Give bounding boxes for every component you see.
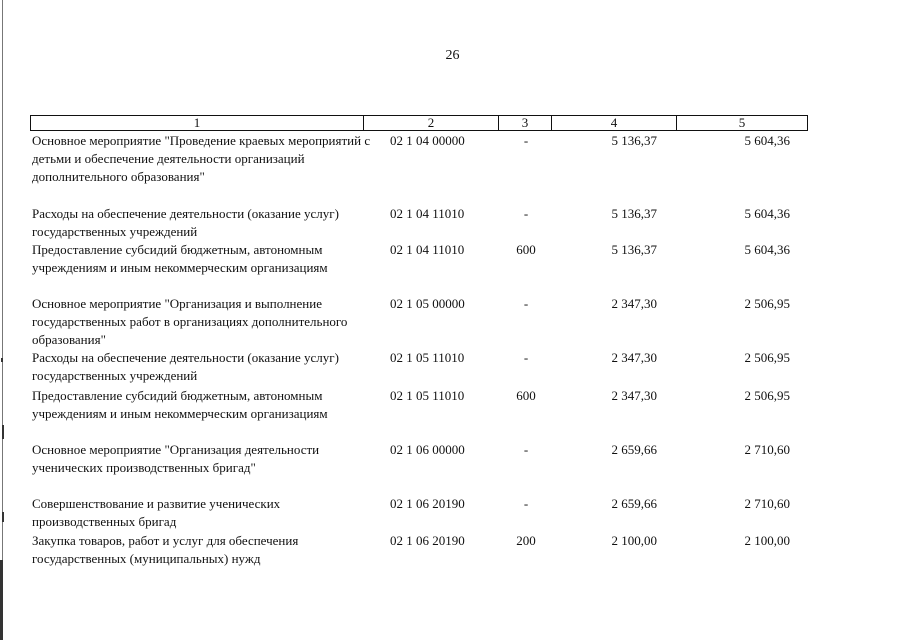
row-name: Расходы на обеспечение деятельности (оказание услуг) государственных учреждений: [32, 206, 339, 239]
row-sum-year-1: 2 347,30: [611, 350, 657, 365]
row-sum-year-2: 2 710,60: [744, 496, 790, 511]
row-code: 02 1 06 20190: [390, 496, 465, 511]
row-sum-year-2: 2 710,60: [744, 442, 790, 457]
row-expense-type: -: [523, 206, 529, 221]
row-sum-year-1: 5 136,37: [611, 242, 657, 257]
row-code: 02 1 06 00000: [390, 442, 465, 457]
row-expense-type: -: [523, 296, 529, 311]
row-sum-year-2: 2 506,95: [744, 388, 790, 403]
column-header-2: 2: [364, 116, 499, 131]
column-header-5: 5: [677, 116, 808, 131]
row-expense-type: 600: [516, 242, 536, 257]
row-code: 02 1 05 11010: [390, 350, 465, 365]
row-code: 02 1 05 00000: [390, 296, 465, 311]
page-number: 26: [445, 48, 460, 63]
row-sum-year-2: 5 604,36: [744, 242, 790, 257]
column-header-4: 4: [552, 116, 677, 131]
row-sum-year-1: 5 136,37: [611, 133, 657, 148]
row-code: 02 1 04 00000: [390, 133, 465, 148]
row-code: 02 1 04 11010: [390, 206, 465, 221]
row-expense-type: -: [523, 442, 529, 457]
scan-mark: [1, 358, 3, 362]
row-sum-year-1: 2 347,30: [611, 388, 657, 403]
scan-mark: [2, 512, 4, 522]
row-name: Предоставление субсидий бюджетным, автономным учреждениям и иным некоммерческим организациям: [32, 388, 328, 421]
row-sum-year-2: 2 506,95: [744, 296, 790, 311]
table-header: [30, 115, 808, 131]
row-name: Закупка товаров, работ и услуг для обеспечения государственных (муниципальных) нужд: [32, 533, 299, 566]
column-header-1: 1: [31, 116, 364, 131]
row-name: Основное мероприятие "Проведение краевых мероприятий с детьми и обеспечение деятельности организаций дополнительного образования": [32, 133, 371, 184]
row-name: Расходы на обеспечение деятельности (оказание услуг) государственных учреждений: [32, 350, 339, 383]
row-name: Основное мероприятие "Организация и выполнение государственных работ в организациях дополнительного образования": [32, 296, 348, 347]
row-expense-type: -: [523, 496, 529, 511]
row-sum-year-2: 2 506,95: [744, 350, 790, 365]
row-code: 02 1 06 20190: [390, 533, 465, 548]
scan-edge-line: [2, 0, 3, 640]
scan-mark: [0, 560, 3, 640]
row-name: Основное мероприятие "Организация деятельности ученических производственных бригад": [32, 442, 320, 475]
row-sum-year-1: 2 347,30: [611, 296, 657, 311]
row-expense-type: 200: [516, 533, 536, 548]
row-sum-year-1: 2 100,00: [611, 533, 657, 548]
row-code: 02 1 05 11010: [390, 388, 465, 403]
row-name: Совершенствование и развитие ученических производственных бригад: [32, 496, 281, 529]
column-header-3: 3: [499, 116, 552, 131]
row-sum-year-2: 2 100,00: [744, 533, 790, 548]
row-expense-type: -: [523, 350, 529, 365]
row-sum-year-1: 2 659,66: [611, 496, 657, 511]
row-name: Предоставление субсидий бюджетным, автономным учреждениям и иным некоммерческим организациям: [32, 242, 328, 275]
row-expense-type: -: [523, 133, 529, 148]
row-sum-year-2: 5 604,36: [744, 206, 790, 221]
scan-mark: [2, 425, 4, 439]
row-expense-type: 600: [516, 388, 536, 403]
row-sum-year-2: 5 604,36: [744, 133, 790, 148]
row-sum-year-1: 5 136,37: [611, 206, 657, 221]
row-code: 02 1 04 11010: [390, 242, 465, 257]
row-sum-year-1: 2 659,66: [611, 442, 657, 457]
